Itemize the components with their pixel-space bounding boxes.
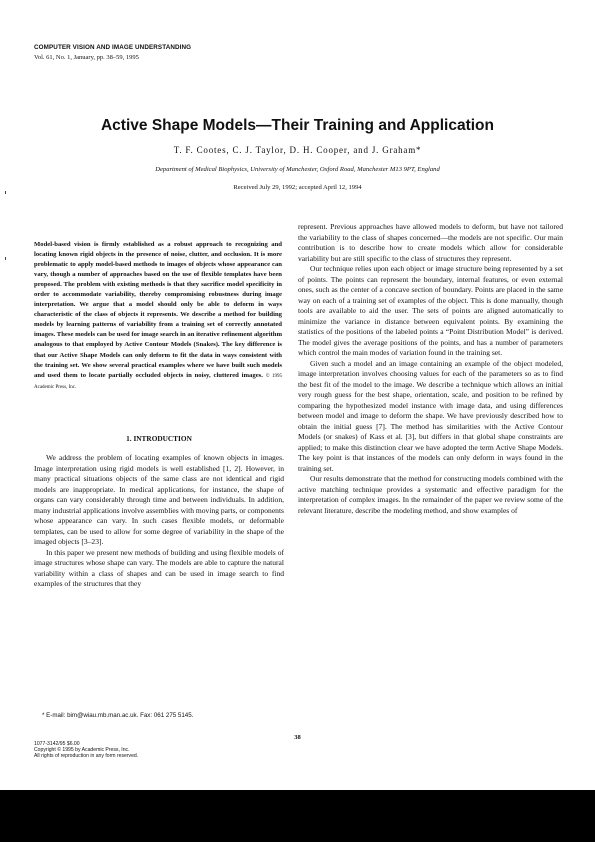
- copyright-notice: [34, 741, 138, 760]
- abstract-text: Model-based vision is firmly established as a robust approach to recognizing and locating known rigid objects in the presence of noise, clutter, and occlusion. It is more problematic to apply model-based methods to images of objects whose appearance can vary, though a number of approaches based on the use of flexible templates have been proposed. The problem with existing methods is that they sacrifice model specificity in order to accommodate variability, thereby compromising robustness during image interpretation. We argue that a model should only be able to deform in ways characteristic of the class of objects it represents. We describe a method for building models by learning patterns of variability from a training set of correctly annotated images. These models can be used for image search in an iterative refinement algorithm analogous to that employed by Active Contour Models (Snakes). The key difference is that our Active Shape Models can only deform to fit the data in ways consistent with the training set. We show several practical examples where we have built such models and used them to locate partially occluded objects in noisy, cluttered images.: [34, 241, 282, 379]
- paragraph: Our technique relies upon each object or image structure being represented by a set of points. The points can represent the boundary, internal features, or even external ones, such as the center of a concave section of boundary. Points are placed in the same way on each of a training set of examples of the object. This is done manually, though tools are available to aid the user. The sets of points are aligned automatically to minimize the variance in distance between equivalent points. By examining the statistics of the positions of the labeled points a “Point Distribution Model” is derived. The model gives the average positions of the points, and has a number of parameters which control the main modes of variation found in the training set.: [298, 264, 563, 357]
- paragraph: We address the problem of locating examples of known objects in images. Image interpretation using rigid models is well established [1, 2]. However, in many practical situations objects of the same class are not identical and rigid models are inappropriate. In medical applications, for instance, the shape of organs can vary considerably through time and between individuals. In addition, many industrial applications involve assemblies with moving parts, or components whose appearance can vary. In such cases flexible models, or deformable templates, can be used to allow for some degree of variability in the shape of the imaged objects [3–23].: [34, 453, 284, 546]
- footnote: * E-mail: bim@wiau.mb.man.ac.uk. Fax: 061 275 5145.: [42, 712, 194, 719]
- author-list: T. F. Cootes, C. J. Taylor, D. H. Cooper, and J. Graham*: [173, 145, 422, 155]
- scan-border: [0, 790, 595, 842]
- paragraph: Given such a model and an image containing an example of the object modeled, image interpretation involves choosing values for each of the parameters so as to find the best fit of the model to the image. We describe a technique which allows an initial very rough guess for the best shape, orientation, scale, and position to be refined by comparing the hypothesized model instance with image data, and using differences between model and image to deform the shape. We have previously described how to obtain the initial guess [7]. The method has similarities with the Active Contour Models (or snakes) of Kass et al. [3], but differs in that global shape constraints are applied; to make this distinction clear we have adopted the term Active Shape Models. The key point is that instances of the models can only deform in ways found in the training set.: [298, 358, 563, 473]
- paragraph: represent. Previous approaches have allowed models to deform, but have not tailored the variability to the class of shapes concerned—the models are not specific. Our main contribution is to describe how to create models which allow for considerable variability but are still specific to the class of structures they represent.: [298, 222, 563, 263]
- copyright-line: 1077-3142/95 $6.00: [34, 741, 80, 747]
- affiliation: Department of Medical Biophysics, University of Manchester, Oxford Road, Manchester M13 9PT, England: [155, 166, 440, 173]
- abstract: [34, 240, 282, 393]
- volume-info: Vol. 61, No. 1, January, pp. 38–59, 1995: [34, 54, 139, 61]
- abstract-copyright: © 1995 Academic Press, Inc.: [34, 373, 282, 390]
- received-date: Received July 29, 1992; accepted April 12, 1994: [233, 184, 362, 191]
- paragraph: In this paper we present new methods of building and using flexible models of image structures whose shape can vary. The models are able to capture the natural variability within a class of shapes and can be used in image search to find examples of the structures that they: [34, 547, 284, 588]
- journal-name: COMPUTER VISION AND IMAGE UNDERSTANDING: [34, 44, 192, 51]
- paragraph: Our results demonstrate that the method for constructing models combined with the active matching technique provides a systematic and effective paradigm for the interpretation of complex images. In the remainder of the paper we review some of the relevant literature, describe the modeling method, and show examples of: [298, 474, 563, 515]
- copyright-line: Copyright © 1995 by Academic Press, Inc.: [34, 747, 130, 754]
- margin-mark: [5, 257, 6, 260]
- left-column: [34, 453, 284, 590]
- page-number: 38: [294, 734, 301, 741]
- section-heading: 1. INTRODUCTION: [126, 434, 192, 443]
- paper-title: Active Shape Models—Their Training and Application: [100, 117, 494, 134]
- margin-mark: [5, 191, 6, 194]
- copyright-line: All rights of reproduction in any form reserved.: [34, 753, 139, 760]
- right-column: [298, 222, 563, 516]
